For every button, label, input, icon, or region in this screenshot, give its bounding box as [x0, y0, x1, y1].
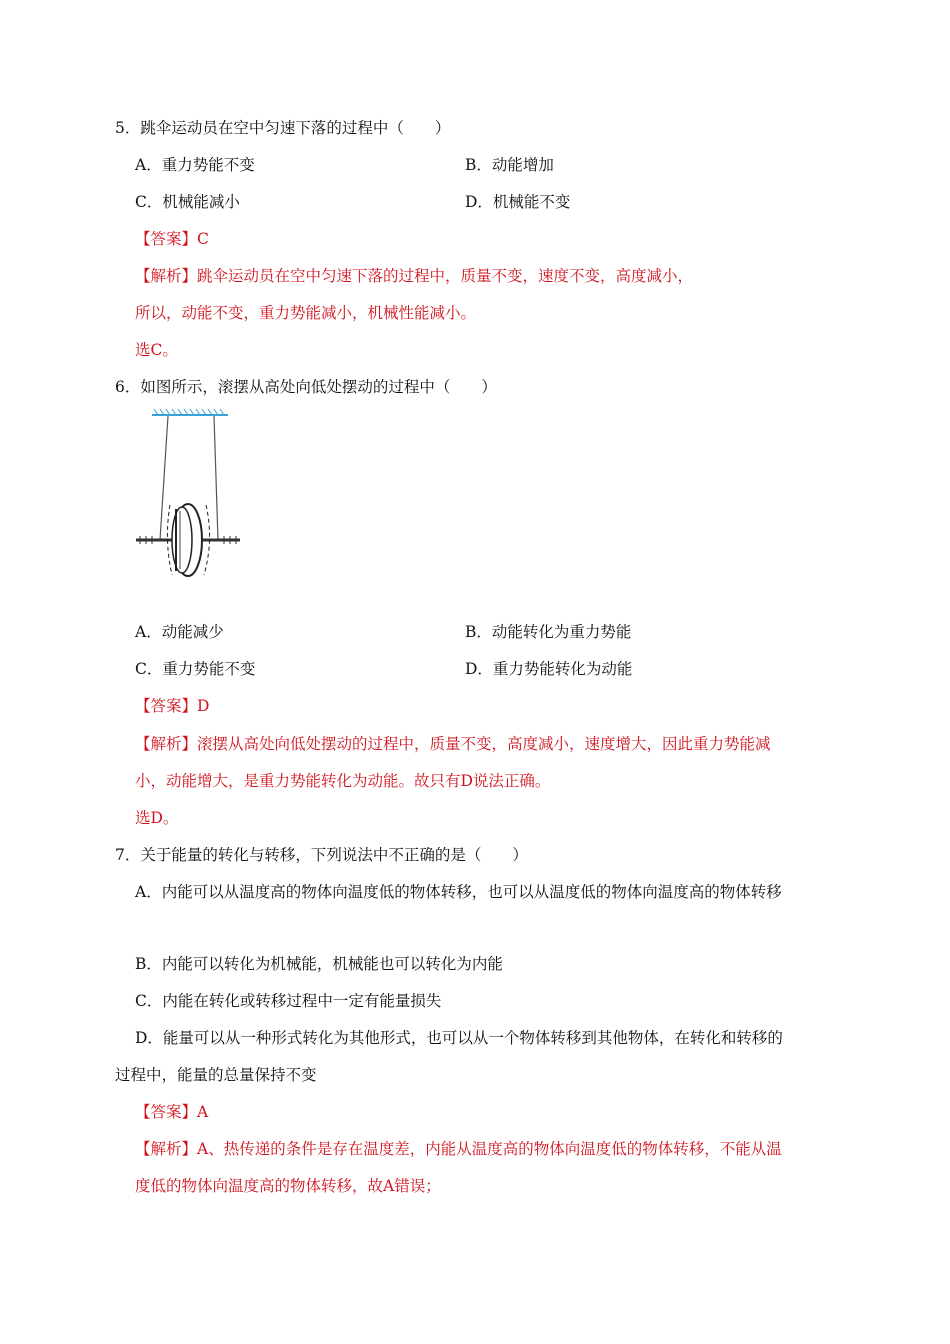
q5-analysis-line1: 【解析】跳伞运动员在空中匀速下落的过程中，质量不变，速度不变，高度减小， — [135, 267, 694, 285]
q7-analysis-line2: 度低的物体向温度高的物体转移，故A错误； — [135, 1177, 441, 1195]
q6-option-c: C．重力势能不变 — [135, 660, 256, 678]
q7-analysis-line1: 【解析】A、热传递的条件是存在温度差，内能从温度高的物体向温度低的物体转移，不能从温 — [135, 1140, 782, 1158]
q6-option-a: A．动能减少 — [135, 623, 224, 641]
q7-stem: 7．关于能量的转化与转移，下列说法中不正确的是（ ） — [115, 846, 528, 864]
q5-analysis-line2: 所以，动能不变，重力势能减小，机械性能减小。 — [135, 304, 477, 322]
q7-option-a: A．内能可以从温度高的物体向温度低的物体转移，也可以从温度低的物体向温度高的物体转移 — [135, 883, 782, 901]
q6-answer: 【答案】D — [135, 697, 210, 715]
q6-stem: 6．如图所示，滚摆从高处向低处摆动的过程中（ ） — [115, 378, 497, 396]
q5-option-b: B．动能增加 — [465, 156, 554, 174]
q6-option-b: B．动能转化为重力势能 — [465, 623, 632, 641]
q5-option-d: D．机械能不变 — [465, 193, 571, 211]
q6-choice: 选D。 — [135, 809, 179, 827]
q7-option-c: C．内能在转化或转移过程中一定有能量损失 — [135, 992, 442, 1010]
q7-option-d-line1: D．能量可以从一种形式转化为其他形式，也可以从一个物体转移到其他物体，在转化和转移的 — [135, 1029, 783, 1047]
q7-answer: 【答案】A — [135, 1103, 209, 1121]
q7-option-b: B．内能可以转化为机械能，机械能也可以转化为内能 — [135, 955, 503, 973]
q6-option-d: D．重力势能转化为动能 — [465, 660, 633, 678]
q5-choice: 选C。 — [135, 341, 178, 359]
q5-answer: 【答案】C — [135, 230, 209, 248]
q5-option-a: A．重力势能不变 — [135, 156, 255, 174]
q6-analysis-line1: 【解析】滚摆从高处向低处摆动的过程中，质量不变，高度减小，速度增大，因此重力势能减 — [135, 735, 771, 753]
q7-option-d-line2: 过程中，能量的总量保持不变 — [115, 1066, 317, 1084]
q5-stem: 5．跳伞运动员在空中匀速下落的过程中（ ） — [115, 119, 451, 137]
q6-analysis-line2: 小，动能增大，是重力势能转化为动能。故只有D说法正确。 — [135, 772, 551, 790]
maxwell-pendulum-figure — [130, 405, 250, 585]
q5-option-c: C．机械能减小 — [135, 193, 240, 211]
